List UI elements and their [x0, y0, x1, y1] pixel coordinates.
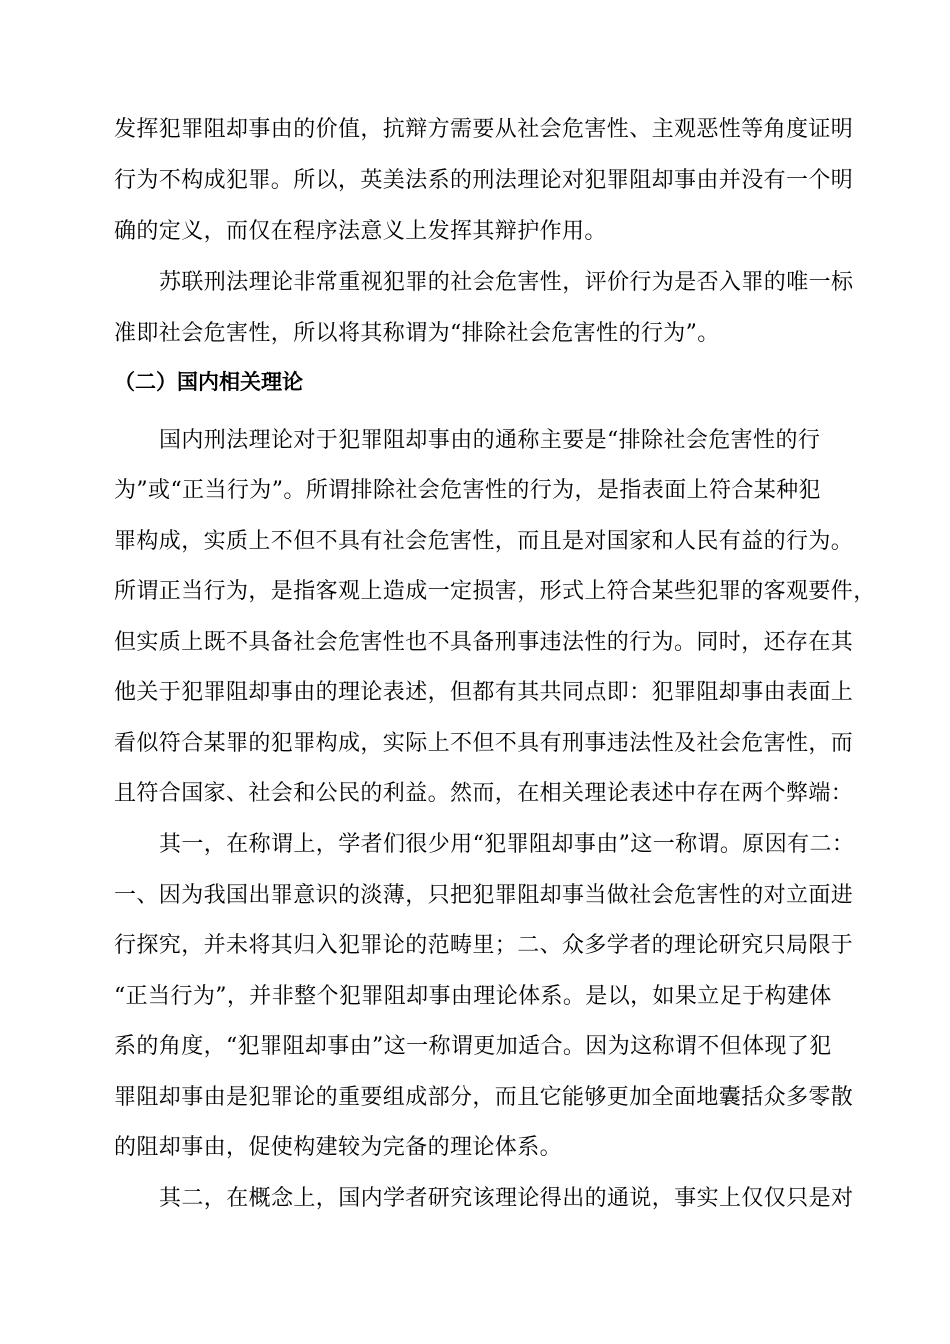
section-paragraph-2-line-2: 一、因为我国出罪意识的淡薄，只把犯罪阻却事当做社会危害性的对立面进 — [114, 883, 854, 908]
paragraph-1-line-1: 发挥犯罪阻却事由的价值，抗辩方需要从社会危害性、主观恶性等角度证明 — [114, 117, 854, 142]
paragraph-1-line-2: 行为不构成犯罪。所以，英美法系的刑法理论对犯罪阻却事由并没有一个明 — [114, 168, 854, 193]
section-paragraph-1-line-8: 且符合国家、社会和公民的利益。然而，在相关理论表述中存在两个弊端： — [114, 781, 854, 806]
section-paragraph-1-line-3: 罪构成，实质上不但不具有社会危害性，而且是对国家和人民有益的行为。 — [114, 529, 854, 554]
section-paragraph-2-line-4: “正当行为”，并非整个犯罪阻却事由理论体系。是以，如果立足于构建体 — [114, 984, 832, 1009]
section-paragraph-2-line-7: 的阻却事由，促使构建较为完备的理论体系。 — [114, 1135, 563, 1160]
section-paragraph-2-line-5: 系的角度，“犯罪阻却事由”这一称谓更加适合。因为这称谓不但体现了犯 — [114, 1034, 832, 1059]
section-paragraph-1-line-1: 国内刑法理论对于犯罪阻却事由的通称主要是“排除社会危害性的行 — [159, 428, 821, 453]
section-paragraph-2-line-6: 罪阻却事由是犯罪论的重要组成部分，而且它能够更加全面地囊括众多零散 — [114, 1085, 854, 1110]
section-paragraph-1-line-7: 看似符合某罪的犯罪构成，实际上不但不具有刑事违法性及社会危害性，而 — [114, 731, 854, 756]
section-paragraph-2-line-1: 其一，在称谓上，学者们很少用“犯罪阻却事由”这一称谓。原因有二： — [159, 832, 855, 857]
section-paragraph-1-line-5: 但实质上既不具备社会危害性也不具备刑事违法性的行为。同时，还存在其 — [114, 630, 854, 655]
section-heading: （二）国内相关理论 — [114, 370, 303, 394]
paragraph-1-line-3: 确的定义，而仅在程序法意义上发挥其辩护作用。 — [114, 219, 607, 244]
section-paragraph-2-line-3: 行探究，并未将其归入犯罪论的范畴里；二、众多学者的理论研究只局限于 — [114, 933, 854, 958]
section-paragraph-3-line-1: 其二，在概念上，国内学者研究该理论得出的通说，事实上仅仅只是对 — [159, 1186, 854, 1211]
paragraph-2-line-1: 苏联刑法理论非常重视犯罪的社会危害性，评价行为是否入罪的唯一标 — [159, 270, 854, 295]
section-paragraph-1-line-4: 所谓正当行为，是指客观上造成一定损害，形式上符合某些犯罪的客观要件， — [114, 579, 876, 604]
section-paragraph-1-line-2: 为”或“正当行为”。所谓排除社会危害性的行为，是指表面上符合某种犯 — [114, 478, 821, 503]
paragraph-2-line-2: 准即社会危害性，所以将其称谓为“排除社会危害性的行为”。 — [114, 321, 720, 346]
section-paragraph-1-line-6: 他关于犯罪阻却事由的理论表述，但都有其共同点即：犯罪阻却事由表面上 — [114, 680, 854, 705]
